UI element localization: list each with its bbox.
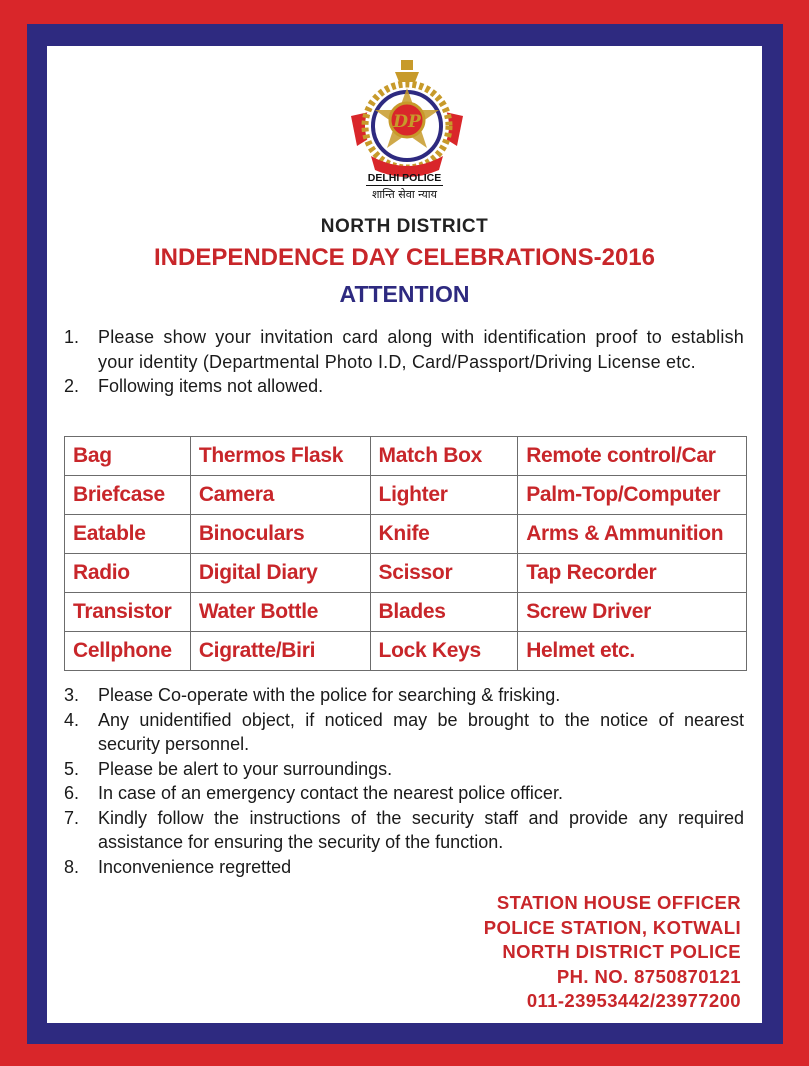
instruction-item [64, 374, 744, 399]
signature-district: NORTH DISTRICT POLICE [502, 941, 741, 962]
table-row [65, 515, 747, 554]
instruction-text: Please be alert to your surroundings. [98, 758, 393, 779]
instruction-number: 5. [64, 758, 80, 779]
signature-station: POLICE STATION, KOTWALI [483, 916, 741, 938]
signature-landline: 011-23953442/23977200 [526, 990, 741, 1011]
instruction-number: 1. [64, 327, 80, 347]
instruction-item [64, 683, 744, 708]
table-row [65, 437, 747, 476]
item-cell: Lighter [370, 476, 518, 515]
instruction-item [64, 855, 744, 880]
delhi-police-emblem-icon [347, 58, 467, 183]
item-cell: Eatable [65, 515, 191, 554]
table-row [65, 476, 747, 515]
item-cell: Helmet etc. [518, 632, 747, 671]
item-cell: Remote control/Car [518, 437, 747, 476]
item-cell: Digital Diary [190, 554, 370, 593]
instruction-text: Inconvenience regretted [98, 856, 292, 877]
instruction-number: 7. [64, 807, 80, 828]
item-cell: Thermos Flask [190, 437, 370, 476]
item-cell: Tap Recorder [518, 554, 747, 593]
emblem-motto: शान्ति सेवा न्याय [371, 188, 438, 201]
instruction-number: 4. [64, 709, 80, 730]
instruction-text: Please Co-operate with the police for searching & frisking. [98, 685, 561, 705]
instruction-item [64, 325, 744, 374]
item-cell: Scissor [370, 554, 518, 593]
item-cell: Cigratte/Biri [190, 632, 370, 671]
item-cell: Briefcase [65, 476, 191, 515]
instruction-text: Please show your invitation card along with identification proof to establish your identity (Departmental Photo I.D, Card/Passport/Driving License etc. [98, 327, 744, 372]
table-row [65, 632, 747, 671]
instruction-number: 3. [64, 685, 80, 705]
instruction-item [64, 806, 744, 855]
item-cell: Radio [65, 554, 191, 593]
item-cell: Binoculars [190, 515, 370, 554]
attention-heading: ATTENTION [339, 281, 470, 307]
instruction-number: 6. [64, 783, 80, 803]
instruction-text: Any unidentified object, if noticed may be brought to the notice of nearest security personnel. [98, 709, 744, 754]
prohibited-items-table [64, 436, 747, 671]
instruction-item [64, 781, 744, 806]
emblem-caption [47, 172, 762, 184]
item-cell: Blades [370, 593, 518, 632]
instructions-top [64, 325, 744, 399]
instructions-bottom [64, 683, 744, 879]
instruction-text: In case of an emergency contact the nearest police officer. [98, 783, 563, 803]
instruction-item [64, 757, 744, 782]
table-row [65, 593, 747, 632]
emblem-monogram: DP [393, 112, 421, 132]
event-title: INDEPENDENCE DAY CELEBRATIONS-2016 [153, 244, 655, 271]
instruction-text: Following items not allowed. [98, 376, 324, 396]
table-row [65, 554, 747, 593]
item-cell: Bag [65, 437, 191, 476]
item-cell: Arms & Ammunition [518, 515, 747, 554]
item-cell: Transistor [65, 593, 191, 632]
emblem-name: DELHI POLICE [367, 172, 442, 184]
item-cell: Palm-Top/Computer [518, 476, 747, 515]
instruction-number: 2. [64, 376, 80, 396]
item-cell: Cellphone [65, 632, 191, 671]
item-cell: Knife [370, 515, 518, 554]
instruction-number: 8. [64, 856, 80, 877]
item-cell: Match Box [370, 437, 518, 476]
instruction-item [64, 708, 744, 757]
signature-title: STATION HOUSE OFFICER [496, 892, 741, 913]
signature-block [484, 891, 741, 1014]
instruction-text: Kindly follow the instructions of the security staff and provide any required assistance for ensuring the security of the function. [98, 807, 744, 852]
item-cell: Water Bottle [190, 593, 370, 632]
signature-phone: PH. NO. 8750870121 [556, 965, 741, 987]
notice-card [47, 46, 762, 1023]
district-heading: NORTH DISTRICT [320, 216, 489, 237]
item-cell: Camera [190, 476, 370, 515]
item-cell: Screw Driver [518, 593, 747, 632]
item-cell: Lock Keys [370, 632, 518, 671]
